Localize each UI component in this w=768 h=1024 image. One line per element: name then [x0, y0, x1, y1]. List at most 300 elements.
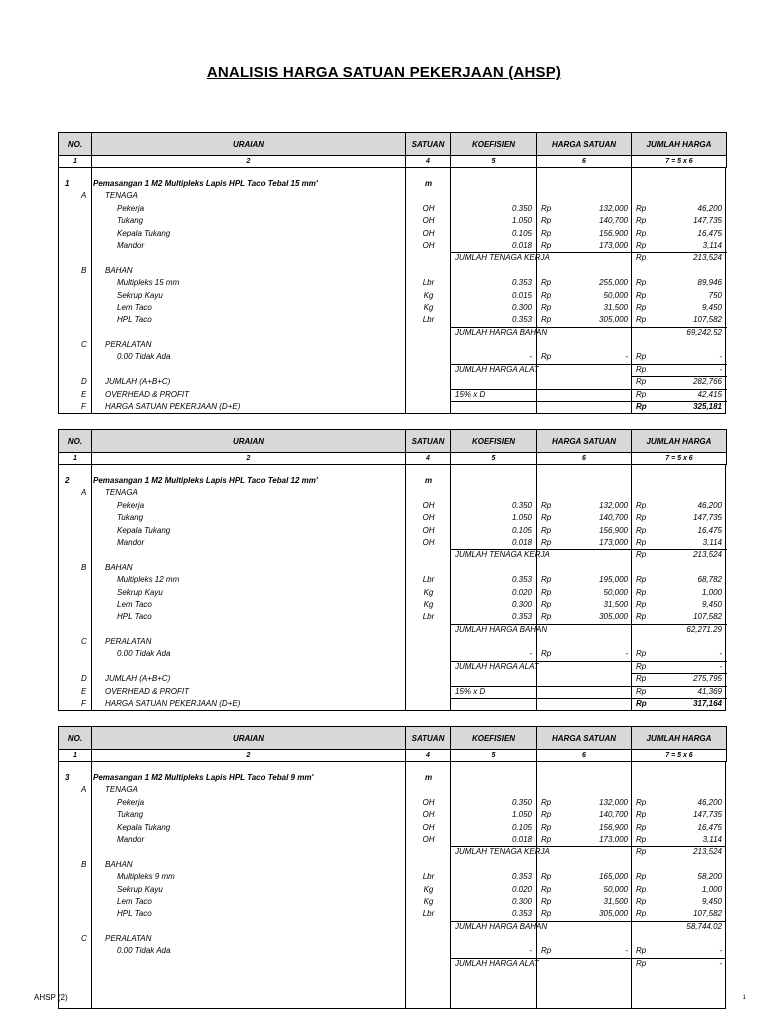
- item-jumlah: 9,450: [701, 896, 722, 906]
- item-jumlah: 3,114: [702, 834, 722, 844]
- item-koefisien: 0.018: [511, 240, 532, 250]
- item-unit: Kg: [423, 884, 434, 894]
- currency-label: Rp: [636, 909, 647, 919]
- item-name: Multipleks 12 mm: [117, 575, 180, 585]
- group-label: PERALATAN: [105, 340, 152, 350]
- summary-koef: 15% x D: [455, 389, 486, 399]
- item-name: Kepala Tukang: [117, 228, 171, 238]
- alat-item-name: 0.00 Tidak Ada: [117, 352, 171, 362]
- currency-label: Rp: [541, 278, 552, 288]
- currency-label: Rp: [636, 946, 647, 956]
- currency-label: Rp: [636, 228, 647, 238]
- item-koefisien: 0.020: [511, 587, 532, 597]
- summary-label: HARGA SATUAN PEKERJAAN (D+E): [105, 699, 241, 709]
- item-harga: 132,000: [599, 500, 628, 510]
- item-jumlah: 68,782: [697, 575, 722, 585]
- section-title-row: [59, 178, 725, 190]
- item-unit: OH: [422, 203, 435, 213]
- currency-label: Rp: [636, 537, 647, 547]
- subtotal-row: [59, 958, 725, 970]
- group-letter: B: [81, 265, 87, 275]
- item-jumlah: 9,450: [701, 302, 722, 312]
- currency-label: Rp: [636, 513, 647, 523]
- header-harga-satuan: HARGA SATUAN: [537, 430, 632, 453]
- table-row: [59, 302, 725, 314]
- currency-label: Rp: [541, 302, 552, 312]
- item-name: Mandor: [117, 537, 145, 547]
- section-body: [58, 762, 726, 1009]
- currency-label: Rp: [636, 550, 647, 560]
- currency-label: Rp: [636, 884, 647, 894]
- item-unit: Lbr: [422, 575, 435, 585]
- subtotal-value: 213,524: [693, 847, 722, 857]
- header-harga-satuan: HARGA SATUAN: [537, 133, 632, 156]
- page-title: ANALISIS HARGA SATUAN PEKERJAAN (AHSP): [206, 64, 562, 81]
- item-unit: OH: [422, 228, 435, 238]
- item-name: Pekerja: [117, 500, 145, 510]
- section-unit: m: [424, 179, 433, 188]
- header-num-koef: 5: [451, 156, 537, 168]
- currency-label: Rp: [636, 674, 647, 684]
- table-header: [58, 726, 727, 762]
- subtotal-row: [59, 921, 725, 933]
- item-unit: Lbr: [422, 612, 435, 622]
- group-row: [59, 636, 725, 648]
- alat-row: [59, 945, 725, 957]
- header-num-no: 1: [59, 750, 92, 762]
- item-name: Mandor: [117, 240, 145, 250]
- currency-label: Rp: [636, 364, 647, 374]
- subtotal-row: [59, 549, 725, 561]
- subtotal-value: 58,744.02: [686, 921, 722, 931]
- item-name: Pekerja: [117, 203, 145, 213]
- item-harga: 305,000: [599, 612, 628, 622]
- currency-label: Rp: [636, 797, 647, 807]
- item-koefisien: 0.020: [511, 884, 532, 894]
- table-row: [59, 871, 725, 883]
- section-title-row: [59, 772, 725, 784]
- group-label: BAHAN: [105, 265, 133, 275]
- alat-row: [59, 351, 725, 363]
- header-no: NO.: [59, 133, 92, 156]
- header-num-no: 1: [59, 453, 92, 465]
- section-title-row: [59, 475, 725, 487]
- currency-label: Rp: [541, 352, 552, 362]
- item-harga: 50,000: [603, 587, 628, 597]
- currency-label: Rp: [636, 686, 647, 696]
- section-unit: m: [424, 476, 433, 485]
- currency-label: Rp: [541, 822, 552, 832]
- subtotal-row: [59, 846, 725, 858]
- item-harga: 255,000: [599, 278, 628, 288]
- item-jumlah: 107,582: [693, 315, 722, 325]
- item-name: Multipleks 15 mm: [117, 278, 180, 288]
- table-row: [59, 525, 725, 537]
- section-title: Pemasangan 1 M2 Multipleks Lapis HPL Taco Tebal 15 mm': [93, 179, 318, 188]
- item-unit: Kg: [423, 587, 434, 597]
- item-koefisien: 0.018: [511, 537, 532, 547]
- table-row: [59, 896, 725, 908]
- item-harga: 31,500: [603, 302, 628, 312]
- item-harga: 31,500: [603, 896, 628, 906]
- subtotal-label: JUMLAH HARGA ALAT: [455, 661, 539, 671]
- item-harga: 132,000: [599, 203, 628, 213]
- currency-label: Rp: [541, 884, 552, 894]
- page-number: 1: [742, 995, 746, 1001]
- currency-label: Rp: [636, 599, 647, 609]
- currency-label: Rp: [636, 377, 647, 387]
- table-row: [59, 809, 725, 821]
- table-row: [59, 587, 725, 599]
- ahsp-section-1: [58, 132, 726, 414]
- section-body: [58, 168, 726, 414]
- header-num-no: 1: [59, 156, 92, 168]
- item-harga: 156,900: [599, 525, 628, 535]
- currency-label: Rp: [636, 253, 647, 263]
- summary-label: OVERHEAD & PROFIT: [105, 389, 190, 399]
- item-jumlah: 16,475: [697, 822, 722, 832]
- currency-label: Rp: [636, 525, 647, 535]
- currency-label: Rp: [541, 513, 552, 523]
- currency-label: Rp: [636, 402, 647, 412]
- item-unit: Kg: [423, 302, 434, 312]
- header-num-harga: 6: [537, 750, 632, 762]
- item-koefisien: 0.018: [511, 834, 532, 844]
- group-letter: A: [81, 191, 87, 201]
- section-number: 3: [65, 773, 70, 782]
- currency-label: Rp: [636, 302, 647, 312]
- subtotal-value: -: [719, 364, 722, 374]
- subtotal-label: JUMLAH HARGA BAHAN: [455, 624, 548, 634]
- header-num-uraian: 2: [92, 750, 406, 762]
- item-harga: 156,900: [599, 822, 628, 832]
- subtotal-row: [59, 624, 725, 636]
- currency-label: Rp: [541, 228, 552, 238]
- group-label: TENAGA: [105, 191, 138, 201]
- item-koefisien: 0.353: [511, 872, 532, 882]
- header-uraian: URAIAN: [92, 727, 406, 750]
- group-row: [59, 784, 725, 796]
- group-label: PERALATAN: [105, 637, 152, 647]
- header-num-harga: 6: [537, 156, 632, 168]
- item-unit: OH: [422, 810, 435, 820]
- table-row: [59, 512, 725, 524]
- item-name: Sekrup Kayu: [117, 884, 163, 894]
- subtotal-row: [59, 252, 725, 264]
- currency-label: Rp: [636, 389, 647, 399]
- item-koefisien: 0.350: [511, 797, 532, 807]
- summary-label: JUMLAH (A+B+C): [105, 377, 171, 387]
- summary-row: [59, 686, 725, 698]
- group-row: [59, 487, 725, 499]
- table-row: [59, 834, 725, 846]
- item-jumlah: 107,582: [693, 612, 722, 622]
- subtotal-label: JUMLAH TENAGA KERJA: [455, 847, 550, 857]
- alat-harga: -: [625, 352, 628, 362]
- item-koefisien: 0.300: [511, 896, 532, 906]
- item-name: Tukang: [117, 216, 144, 226]
- item-jumlah: 46,200: [697, 500, 722, 510]
- item-unit: Lbr: [422, 315, 435, 325]
- table-row: [59, 822, 725, 834]
- item-name: Lem Taco: [117, 599, 152, 609]
- section-number: 1: [65, 179, 70, 188]
- item-name: Multipleks 9 mm: [117, 872, 175, 882]
- table-row: [59, 215, 725, 227]
- item-unit: OH: [422, 240, 435, 250]
- group-row: [59, 933, 725, 945]
- summary-label: HARGA SATUAN PEKERJAAN (D+E): [105, 402, 241, 412]
- item-jumlah: 58,200: [697, 872, 722, 882]
- item-jumlah: 89,946: [697, 278, 722, 288]
- currency-label: Rp: [541, 500, 552, 510]
- table-header: [58, 132, 727, 168]
- summary-label: OVERHEAD & PROFIT: [105, 686, 190, 696]
- currency-label: Rp: [541, 834, 552, 844]
- table-row: [59, 884, 725, 896]
- summary-letter: E: [81, 686, 87, 696]
- currency-label: Rp: [541, 612, 552, 622]
- currency-label: Rp: [636, 872, 647, 882]
- section-title: Pemasangan 1 M2 Multipleks Lapis HPL Taco Tebal 9 mm': [93, 773, 314, 782]
- group-letter: B: [81, 562, 87, 572]
- header-num-jumlah: 7 = 5 x 6: [632, 750, 727, 762]
- header-no: NO.: [59, 727, 92, 750]
- item-jumlah: 46,200: [697, 203, 722, 213]
- subtotal-value: 213,524: [693, 253, 722, 263]
- table-row: [59, 574, 725, 586]
- table-row: [59, 290, 725, 302]
- item-koefisien: 0.353: [511, 909, 532, 919]
- alat-koef: -: [529, 352, 532, 362]
- summary-row: [59, 389, 725, 401]
- currency-label: Rp: [541, 797, 552, 807]
- item-unit: OH: [422, 797, 435, 807]
- group-letter: A: [81, 488, 87, 498]
- summary-koef: 15% x D: [455, 686, 486, 696]
- group-row: [59, 190, 725, 202]
- item-unit: OH: [422, 834, 435, 844]
- currency-label: Rp: [541, 946, 552, 956]
- header-uraian: URAIAN: [92, 430, 406, 453]
- header-num-satuan: 4: [406, 453, 451, 465]
- subtotal-label: JUMLAH HARGA ALAT: [455, 364, 539, 374]
- currency-label: Rp: [636, 834, 647, 844]
- alat-item-name: 0.00 Tidak Ada: [117, 649, 171, 659]
- item-unit: OH: [422, 822, 435, 832]
- currency-label: Rp: [541, 240, 552, 250]
- subtotal-value: -: [719, 661, 722, 671]
- group-label: TENAGA: [105, 488, 138, 498]
- currency-label: Rp: [636, 822, 647, 832]
- currency-label: Rp: [636, 810, 647, 820]
- group-letter: C: [81, 340, 87, 350]
- alat-jumlah: -: [719, 352, 722, 362]
- item-name: HPL Taco: [117, 612, 152, 622]
- item-unit: OH: [422, 513, 435, 523]
- summary-letter: F: [81, 402, 86, 412]
- subtotal-value: 213,524: [693, 550, 722, 560]
- item-harga: 305,000: [599, 909, 628, 919]
- summary-label: JUMLAH (A+B+C): [105, 674, 171, 684]
- item-koefisien: 1.050: [511, 216, 532, 226]
- item-harga: 305,000: [599, 315, 628, 325]
- group-row: [59, 562, 725, 574]
- item-jumlah: 107,582: [693, 909, 722, 919]
- summary-row: [59, 401, 725, 413]
- table-row: [59, 500, 725, 512]
- currency-label: Rp: [541, 587, 552, 597]
- item-koefisien: 0.105: [511, 822, 532, 832]
- item-koefisien: 0.015: [511, 290, 532, 300]
- header-satuan: SATUAN: [406, 133, 451, 156]
- group-letter: A: [81, 785, 87, 795]
- item-jumlah: 3,114: [702, 240, 722, 250]
- currency-label: Rp: [541, 203, 552, 213]
- group-letter: C: [81, 934, 87, 944]
- summary-value: 42,415: [697, 389, 722, 399]
- currency-label: Rp: [541, 537, 552, 547]
- group-label: TENAGA: [105, 785, 138, 795]
- header-harga-satuan: HARGA SATUAN: [537, 727, 632, 750]
- header-num-satuan: 4: [406, 750, 451, 762]
- item-koefisien: 0.353: [511, 278, 532, 288]
- header-num-uraian: 2: [92, 453, 406, 465]
- summary-letter: D: [81, 674, 87, 684]
- item-koefisien: 0.350: [511, 203, 532, 213]
- item-name: Sekrup Kayu: [117, 587, 163, 597]
- ahsp-section-3: [58, 726, 726, 1009]
- currency-label: Rp: [541, 575, 552, 585]
- currency-label: Rp: [541, 525, 552, 535]
- currency-label: Rp: [636, 612, 647, 622]
- currency-label: Rp: [541, 896, 552, 906]
- alat-harga: -: [625, 649, 628, 659]
- item-koefisien: 0.300: [511, 302, 532, 312]
- currency-label: Rp: [636, 699, 647, 709]
- header-uraian: URAIAN: [92, 133, 406, 156]
- group-row: [59, 339, 725, 351]
- item-jumlah: 147,735: [693, 810, 722, 820]
- header-num-uraian: 2: [92, 156, 406, 168]
- header-no: NO.: [59, 430, 92, 453]
- currency-label: Rp: [636, 587, 647, 597]
- subtotal-value: -: [719, 958, 722, 968]
- currency-label: Rp: [636, 847, 647, 857]
- item-koefisien: 1.050: [511, 810, 532, 820]
- currency-label: Rp: [636, 203, 647, 213]
- header-num-jumlah: 7 = 5 x 6: [632, 453, 727, 465]
- section-unit: m: [424, 773, 433, 782]
- group-label: BAHAN: [105, 562, 133, 572]
- table-row: [59, 908, 725, 920]
- currency-label: Rp: [541, 216, 552, 226]
- summary-row: [59, 698, 725, 710]
- item-koefisien: 0.353: [511, 315, 532, 325]
- item-koefisien: 0.353: [511, 612, 532, 622]
- item-harga: 173,000: [599, 834, 628, 844]
- subtotal-value: 62,271.29: [686, 624, 722, 634]
- alat-item-name: 0.00 Tidak Ada: [117, 946, 171, 956]
- subtotal-label: JUMLAH HARGA BAHAN: [455, 327, 548, 337]
- table-row: [59, 797, 725, 809]
- group-label: BAHAN: [105, 859, 133, 869]
- table-row: [59, 314, 725, 326]
- item-name: Pekerja: [117, 797, 145, 807]
- table-row: [59, 240, 725, 252]
- summary-value: 282,766: [693, 377, 722, 387]
- item-name: Lem Taco: [117, 896, 152, 906]
- item-name: Kepala Tukang: [117, 525, 171, 535]
- currency-label: Rp: [636, 315, 647, 325]
- subtotal-label: JUMLAH TENAGA KERJA: [455, 550, 550, 560]
- sheet-name: AHSP (2): [34, 993, 68, 1002]
- item-koefisien: 0.353: [511, 575, 532, 585]
- header-jumlah-harga: JUMLAH HARGA: [632, 430, 727, 453]
- table-row: [59, 277, 725, 289]
- alat-koef: -: [529, 946, 532, 956]
- item-name: Mandor: [117, 834, 145, 844]
- subtotal-value: 69,242.52: [686, 327, 722, 337]
- summary-value: 325,181: [693, 402, 722, 412]
- summary-letter: E: [81, 389, 87, 399]
- item-unit: Lbr: [422, 909, 435, 919]
- item-harga: 165,000: [599, 872, 628, 882]
- header-satuan: SATUAN: [406, 430, 451, 453]
- table-row: [59, 228, 725, 240]
- subtotal-label: JUMLAH HARGA BAHAN: [455, 921, 548, 931]
- currency-label: Rp: [636, 500, 647, 510]
- item-name: Kepala Tukang: [117, 822, 171, 832]
- section-body: [58, 465, 726, 711]
- table-row: [59, 599, 725, 611]
- item-harga: 50,000: [603, 290, 628, 300]
- section-number: 2: [65, 476, 70, 485]
- header-num-satuan: 4: [406, 156, 451, 168]
- group-row: [59, 265, 725, 277]
- currency-label: Rp: [541, 649, 552, 659]
- group-label: PERALATAN: [105, 934, 152, 944]
- item-koefisien: 0.300: [511, 599, 532, 609]
- header-satuan: SATUAN: [406, 727, 451, 750]
- item-jumlah: 1,000: [701, 884, 722, 894]
- summary-value: 317,164: [693, 699, 722, 709]
- item-harga: 132,000: [599, 797, 628, 807]
- item-unit: Kg: [423, 896, 434, 906]
- table-header: [58, 429, 727, 465]
- item-jumlah: 3,114: [702, 537, 722, 547]
- item-harga: 173,000: [599, 240, 628, 250]
- currency-label: Rp: [541, 599, 552, 609]
- summary-row: [59, 673, 725, 685]
- summary-value: 275,795: [693, 674, 722, 684]
- table-row: [59, 203, 725, 215]
- item-unit: Kg: [423, 290, 434, 300]
- header-koefisien: KOEFISIEN: [451, 727, 537, 750]
- alat-harga: -: [625, 946, 628, 956]
- item-koefisien: 0.350: [511, 500, 532, 510]
- item-jumlah: 1,000: [701, 587, 722, 597]
- item-harga: 156,900: [599, 228, 628, 238]
- summary-value: 41,369: [697, 686, 722, 696]
- alat-jumlah: -: [719, 649, 722, 659]
- currency-label: Rp: [636, 290, 647, 300]
- header-koefisien: KOEFISIEN: [451, 133, 537, 156]
- summary-row: [59, 376, 725, 388]
- item-jumlah: 147,735: [693, 216, 722, 226]
- item-koefisien: 0.105: [511, 228, 532, 238]
- item-jumlah: 9,450: [701, 599, 722, 609]
